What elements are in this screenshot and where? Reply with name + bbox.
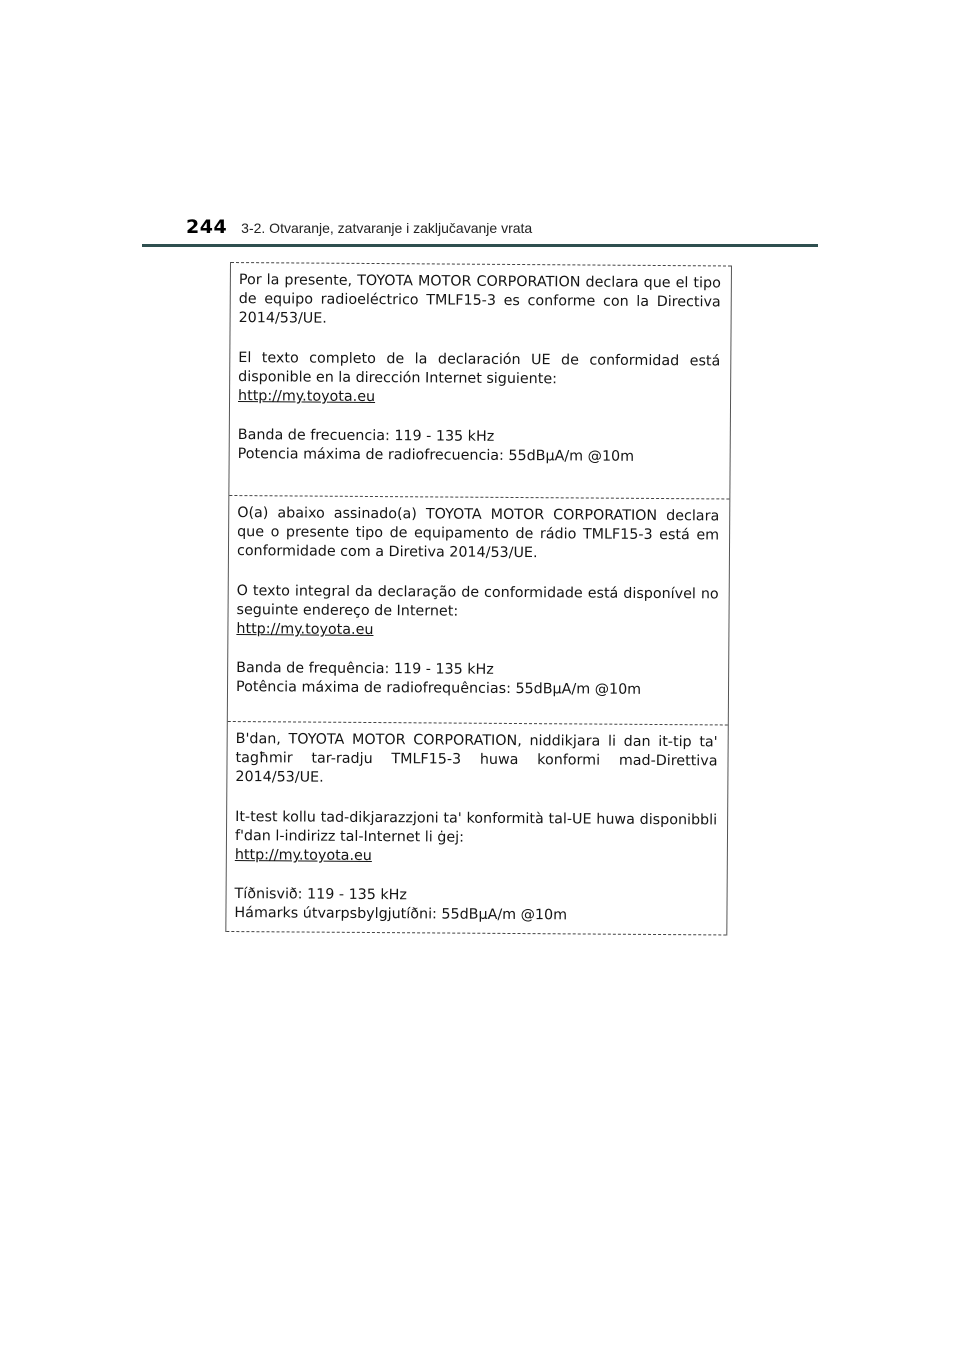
max-power: Potencia máxima de radiofrecuencia: 55dBμA/m @10m xyxy=(237,446,635,465)
declaration-text-availability xyxy=(238,349,720,409)
header-divider xyxy=(142,244,818,247)
declaration-intro: Por la presente, TOYOTA MOTOR CORPORATION declara que el tipo de equipo radioeléctrico TMLF15-3 es conforme con la Directiva 2014/53/UE. xyxy=(238,272,721,327)
availability-text: El texto completo de la declaración UE de conformidad está disponible en la dirección Internet siguiente: xyxy=(238,350,721,388)
max-power: Potência máxima de radiofrequências: 55dBμA/m @10m xyxy=(235,679,642,698)
declaration-text-availability xyxy=(235,808,717,868)
declaration-maltese-icelandic xyxy=(226,721,727,935)
declaration-link[interactable]: http://my.toyota.eu xyxy=(238,388,376,406)
radio-specs xyxy=(234,885,716,926)
page-header xyxy=(186,216,532,246)
frequency-band: Banda de frecuencia: 119 - 135 kHz xyxy=(237,427,495,445)
frequency-band: Tíðnisvið: 119 - 135 kHz xyxy=(234,886,408,904)
declaration-box xyxy=(225,262,732,935)
radio-specs xyxy=(236,659,718,700)
radio-specs xyxy=(238,426,720,467)
availability-text: It-test kollu tad-dikjarazzjoni ta' konformità tal-UE huwa disponibbli f'dan l-indirizz tal-Internet li ġej: xyxy=(234,809,718,846)
frequency-band: Banda de frequência: 119 - 135 kHz xyxy=(236,660,494,678)
declaration-link[interactable]: http://my.toyota.eu xyxy=(234,847,372,865)
availability-text: O texto integral da declaração de conformidade está disponível no seguinte endereço de Internet: xyxy=(236,583,719,620)
section-title: 3-2. Otvaranje, zatvaranje i zaključavanje vrata xyxy=(241,220,533,236)
declaration-spanish xyxy=(229,262,731,498)
max-power: Hámarks útvarpsbylgjutíðni: 55dBμA/m @10m xyxy=(234,905,568,924)
declaration-link[interactable]: http://my.toyota.eu xyxy=(236,621,374,639)
declaration-portuguese xyxy=(228,495,730,724)
declaration-intro: B'dan, TOYOTA MOTOR CORPORATION, niddikjara li dan it-tip ta' tagħmir tar-radju TMLF15-3 huwa konformi mad-Direttiva 2014/53/UE. xyxy=(235,731,718,786)
declaration-intro: O(a) abaixo assinado(a) TOYOTA MOTOR CORPORATION declara que o presente tipo de equipamento de rádio TMLF15-3 está em conformidade com a Diretiva 2014/53/UE. xyxy=(236,505,720,562)
page-number: 244 xyxy=(186,216,228,238)
declaration-text-availability xyxy=(236,582,718,642)
